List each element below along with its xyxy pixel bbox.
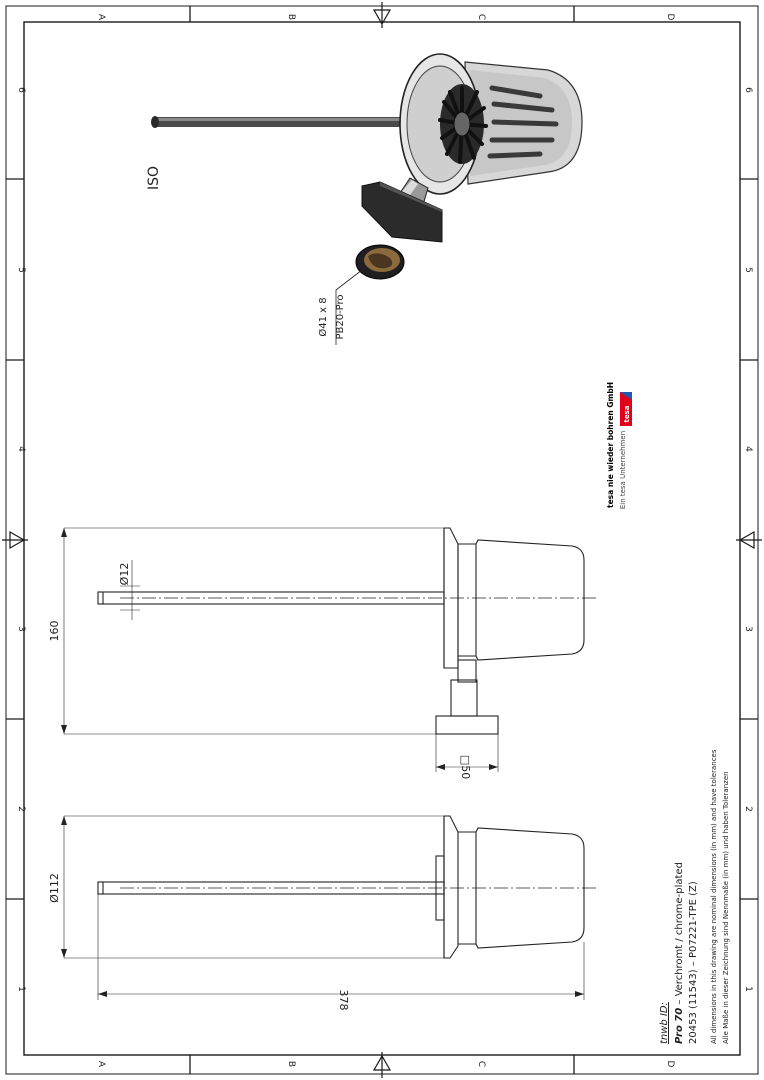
side-stem-collar	[451, 680, 477, 716]
zone-number-left-5: 5	[16, 267, 26, 273]
title-line1	[674, 862, 685, 1044]
side-cup	[458, 540, 584, 660]
zone-number-right-3: 3	[743, 626, 753, 632]
iso-cup	[400, 54, 582, 194]
side-dim-height-label: 160	[48, 620, 61, 642]
zone-letter-top-c: C	[476, 13, 486, 21]
title-product-name: Pro 70	[674, 1007, 685, 1044]
logo-company-name: tesa nie wieder bohren GmbH	[606, 382, 615, 508]
zone-number-right-2: 2	[743, 806, 753, 812]
zone-labels	[16, 14, 753, 1068]
iso-view	[146, 54, 582, 345]
side-stem	[458, 660, 476, 682]
front-view	[61, 816, 598, 1000]
zone-letter-bottom-a: A	[96, 1060, 106, 1068]
iso-callout-diameter: Ø41 x 8	[318, 297, 329, 337]
front-dim-length-label: 378	[337, 989, 350, 1011]
title-heading: tnwb ID:	[659, 1002, 670, 1044]
front-dim-diameter-label: Ø112	[48, 873, 61, 903]
zone-number-left-4: 4	[16, 446, 26, 452]
logo-badge-text: tesa	[623, 405, 631, 423]
zone-number-left-1: 1	[16, 986, 26, 992]
outer-border	[6, 6, 758, 1074]
iso-adhesive-pad	[356, 245, 404, 279]
company-logo	[606, 382, 632, 509]
inner-border	[24, 22, 740, 1055]
zone-letter-bottom-c: C	[476, 1060, 486, 1068]
zone-letter-top-a: A	[96, 13, 106, 21]
side-dim-square-label: □50	[459, 754, 472, 780]
zone-letter-top-d: D	[665, 13, 675, 21]
zone-letter-bottom-b: B	[286, 1060, 296, 1068]
zone-number-right-4: 4	[743, 446, 753, 452]
logo-tagline: Ein tesa Unternehmen	[619, 430, 627, 510]
iso-callout-part: PB20-Pro	[335, 294, 346, 340]
zone-number-left-3: 3	[16, 626, 26, 632]
zone-number-right-1: 1	[743, 986, 753, 992]
zone-number-left-2: 2	[16, 806, 26, 812]
side-dim-diameter-label: Ø12	[118, 562, 131, 586]
title-block	[659, 749, 730, 1044]
title-line2: 20453 (11543) – P07221-TPE (Z)	[688, 881, 699, 1044]
front-flange	[444, 816, 458, 958]
note-english: All dimensions in this drawing are nominal dimensions (in mm) and have tolerances	[710, 749, 718, 1044]
zone-letter-bottom-d: D	[665, 1060, 675, 1068]
side-view	[61, 528, 598, 772]
iso-label: ISO	[146, 165, 162, 191]
side-wall-plate	[436, 716, 498, 734]
note-german: Alle Maße in dieser Zeichnung sind Nennmaße (in mm) und haben Toleranzen	[722, 771, 730, 1044]
title-line1-rest: – Verchromt / chrome-plated	[674, 862, 685, 1008]
zone-number-right-5: 5	[743, 267, 753, 273]
zone-number-left-6: 6	[16, 87, 26, 93]
zone-letter-top-b: B	[286, 13, 296, 21]
zone-number-right-6: 6	[743, 87, 753, 93]
zone-ticks	[6, 6, 758, 1074]
centering-marks	[2, 2, 762, 1078]
